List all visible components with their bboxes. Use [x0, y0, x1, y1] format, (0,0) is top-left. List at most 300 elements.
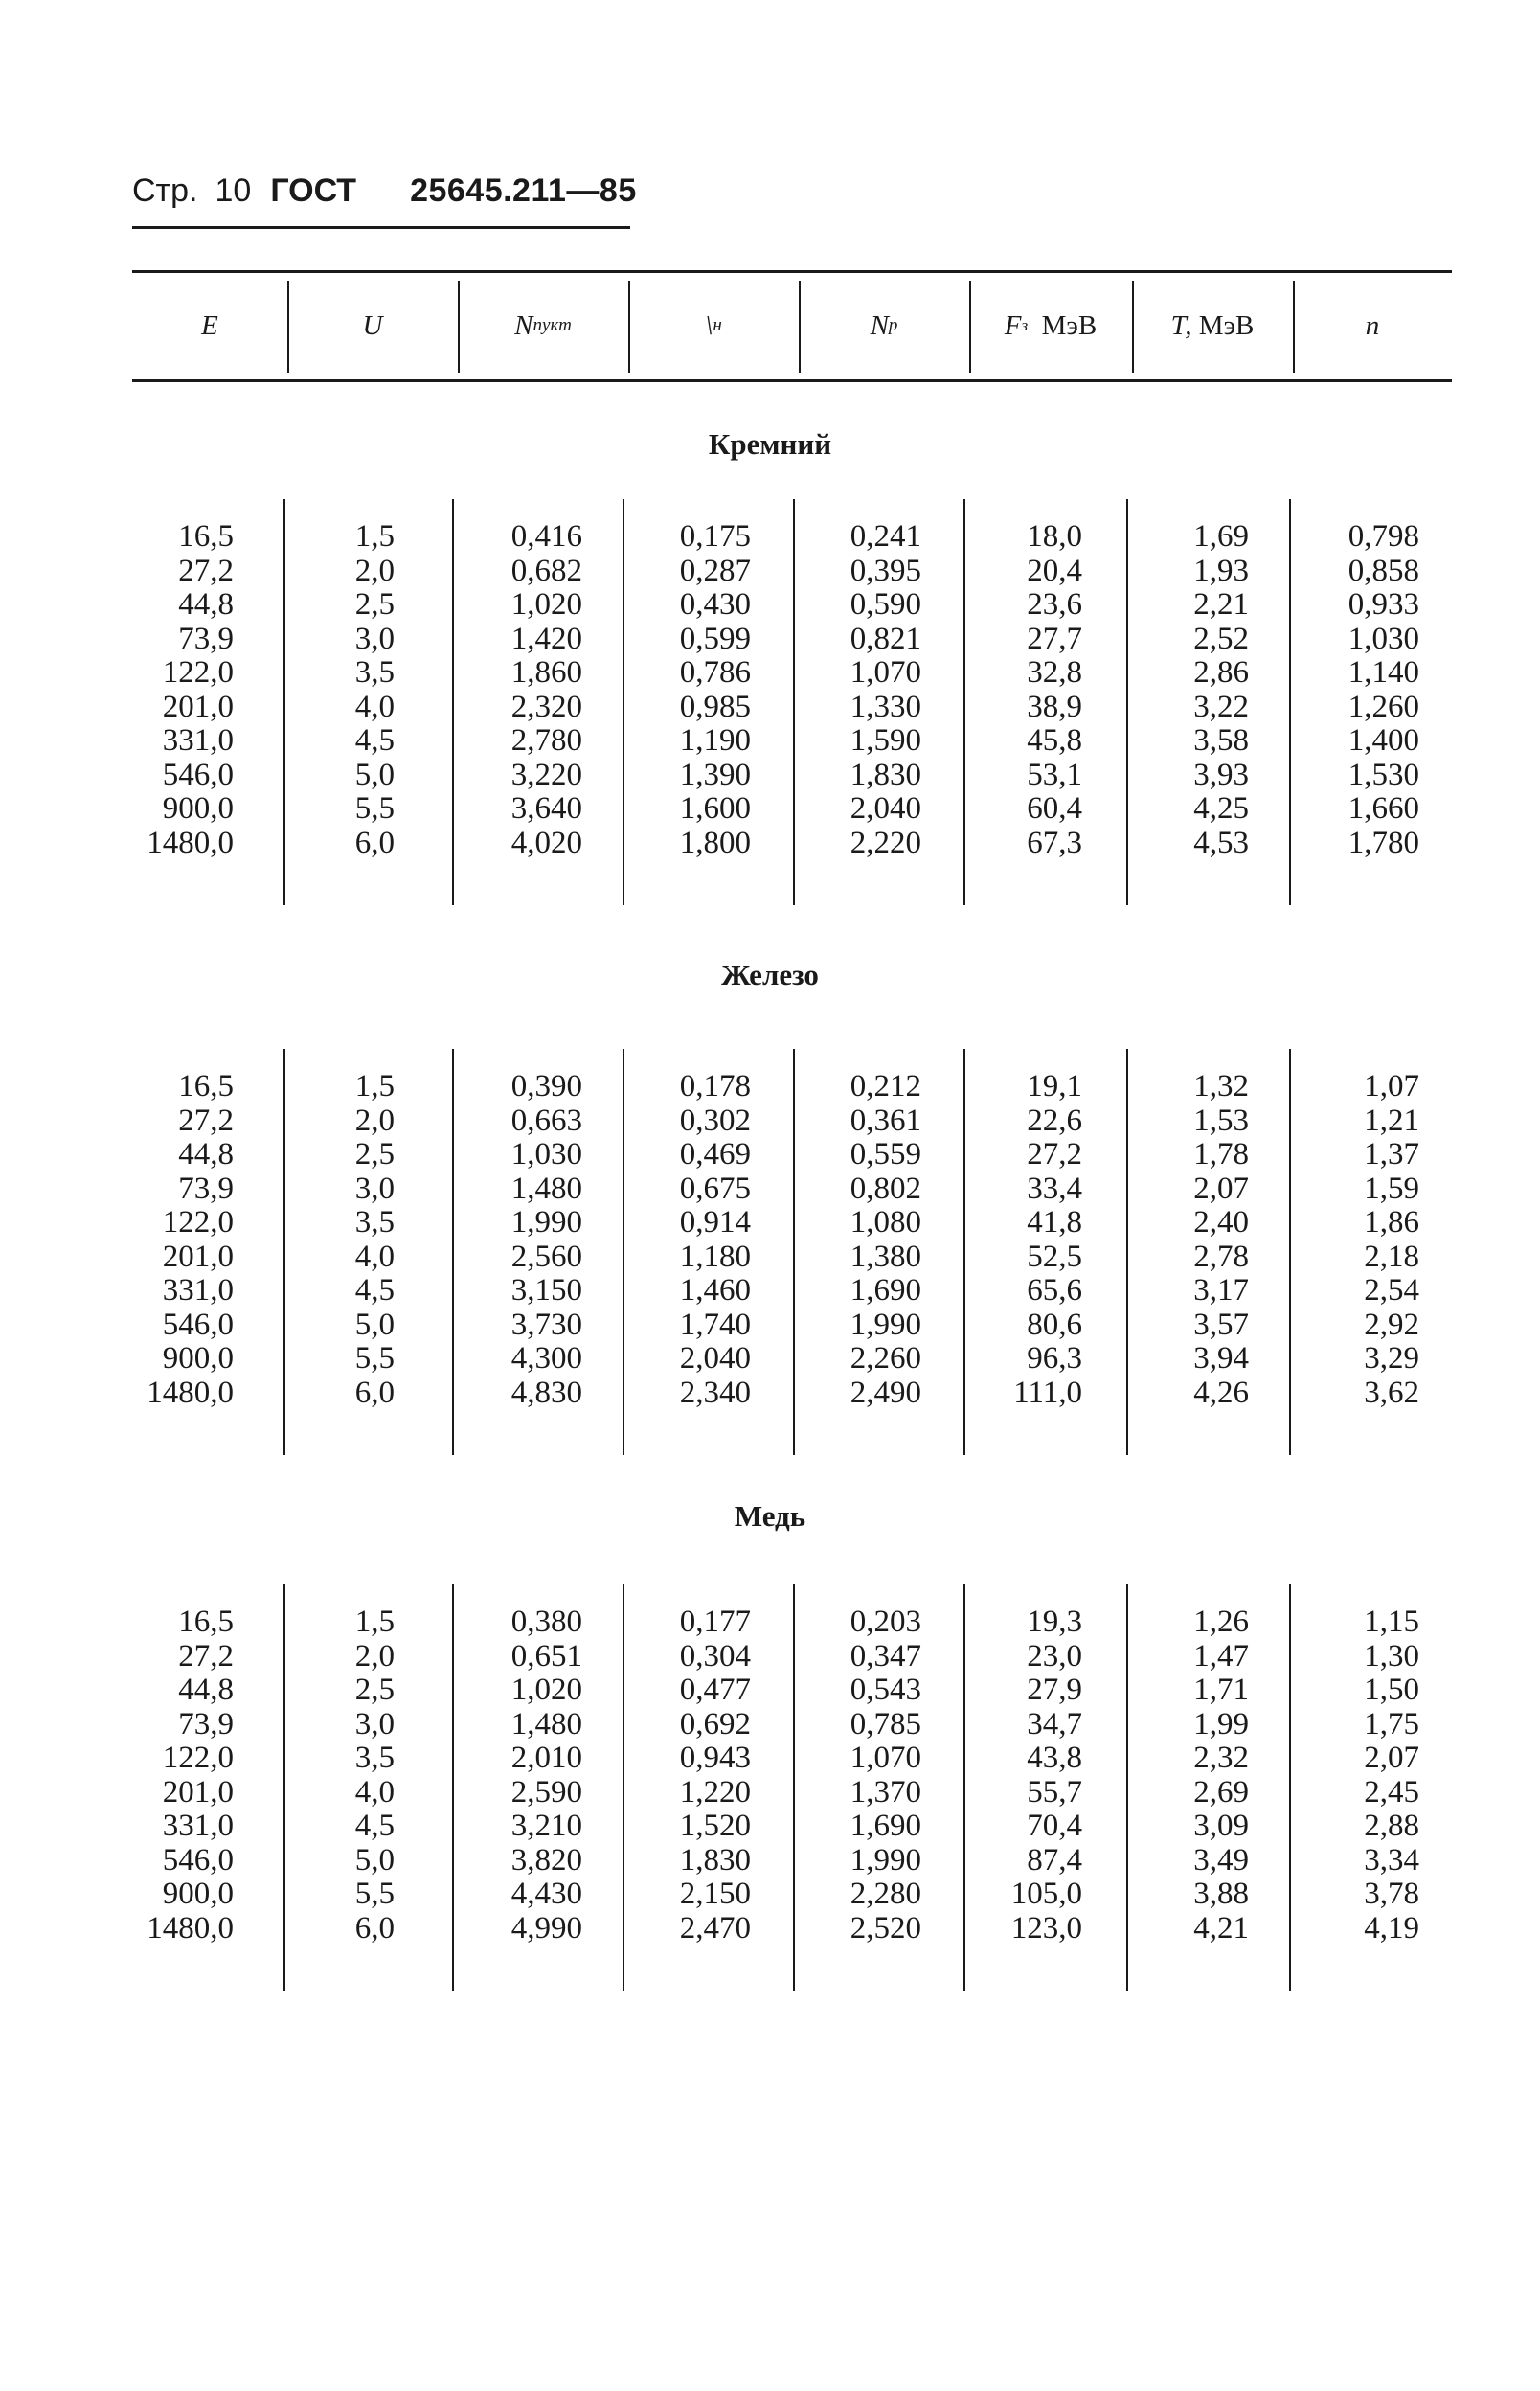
column-t	[1105, 1070, 1249, 1410]
table-cell: 1,53	[1193, 1103, 1249, 1138]
table-cell: 16,5	[178, 1605, 234, 1639]
table-cell: 4,0	[354, 1239, 395, 1274]
table-cell: 2,52	[1193, 621, 1249, 656]
table-cell: 1,37	[1364, 1137, 1419, 1172]
column-header-n-pukt	[458, 273, 628, 378]
table-cell: 2,780	[510, 723, 582, 758]
table-cell: 1,780	[1348, 825, 1419, 860]
table-cell: 5,0	[354, 757, 395, 792]
table-cell: 2,340	[679, 1375, 751, 1410]
table-cell: 27,2	[178, 1103, 234, 1138]
table-cell: 0,543	[849, 1673, 921, 1707]
table-cell: 1,86	[1364, 1205, 1419, 1240]
table-cell: 1,480	[510, 1706, 582, 1742]
table-cell: 201,0	[162, 1774, 234, 1810]
table-cell: 4,300	[510, 1341, 582, 1376]
table-cell: 41,8	[1027, 1205, 1082, 1240]
table-cell: 4,19	[1364, 1910, 1419, 1946]
table-cell: 52,5	[1027, 1239, 1082, 1274]
table-cell: 0,177	[679, 1605, 751, 1639]
table-cell: 1,660	[1348, 791, 1419, 826]
table-cell: 5,0	[354, 1307, 395, 1342]
table-cell: 1,400	[1348, 723, 1419, 758]
column-n-pukt	[439, 520, 582, 860]
table-cell: 1,390	[679, 757, 751, 792]
column-header-t-main: Т,	[1170, 309, 1192, 341]
table-cell: 900,0	[162, 1877, 234, 1911]
table-cell: 111,0	[1013, 1375, 1082, 1410]
table-cell: 2,54	[1364, 1273, 1419, 1308]
table-cell: 65,6	[1027, 1273, 1082, 1308]
table-cell: 2,0	[354, 1638, 395, 1674]
table-cell: 2,45	[1364, 1774, 1419, 1810]
table-cell: 900,0	[162, 1341, 234, 1376]
column-e	[90, 1070, 234, 1410]
table-cell: 32,8	[1027, 655, 1082, 690]
table-cell: 3,93	[1193, 757, 1249, 792]
table-cell: 2,07	[1193, 1171, 1249, 1206]
table-cell: 2,260	[849, 1341, 921, 1376]
table-cell: 5,5	[354, 1341, 395, 1376]
section-title-silicon: Кремний	[708, 427, 832, 461]
table-cell: 4,430	[510, 1877, 582, 1911]
column-header-f-sup: з	[1021, 316, 1029, 334]
table-cell: 546,0	[162, 1842, 234, 1878]
table-cell: 3,640	[510, 791, 582, 826]
table-cell: 1,71	[1193, 1673, 1249, 1707]
table-cell: 1,020	[510, 587, 582, 622]
table-cell: 3,210	[510, 1809, 582, 1843]
table-cell: 4,020	[510, 825, 582, 860]
table-cell: 0,943	[679, 1741, 751, 1775]
table-cell: 0,477	[679, 1673, 751, 1707]
table-cell: 1,690	[849, 1809, 921, 1843]
table-cell: 4,0	[354, 1774, 395, 1810]
table-cell: 2,92	[1364, 1307, 1419, 1342]
table-cell: 3,57	[1193, 1307, 1249, 1342]
table-cell: 1,830	[849, 757, 921, 792]
table-cell: 67,3	[1027, 825, 1082, 860]
table-cell: 1,59	[1364, 1171, 1419, 1206]
table-cell: 4,5	[354, 723, 395, 758]
column-header-f	[969, 273, 1132, 378]
table-cell: 1,180	[679, 1239, 751, 1274]
table-cell: 331,0	[162, 723, 234, 758]
table-cell: 1,600	[679, 791, 751, 826]
table-cell: 1,26	[1193, 1605, 1249, 1639]
table-cell: 201,0	[162, 1239, 234, 1274]
table-cell: 19,1	[1027, 1069, 1082, 1104]
table-cell: 2,5	[354, 1673, 395, 1707]
table-cell: 2,5	[354, 1137, 395, 1172]
table-cell: 1,990	[849, 1307, 921, 1342]
table-cell: 6,0	[354, 1375, 395, 1410]
table-cell: 2,220	[849, 825, 921, 860]
table-cell: 0,663	[510, 1103, 582, 1138]
table-cell: 1,69	[1193, 519, 1249, 554]
table-cell: 0,390	[510, 1069, 582, 1104]
data-block-silicon	[115, 520, 1456, 903]
column-header-n-p-main: N	[870, 309, 889, 341]
table-cell: 6,0	[354, 825, 395, 860]
table-cell: 1,190	[679, 723, 751, 758]
table-cell: 4,53	[1193, 825, 1249, 860]
table-cell: 73,9	[178, 1706, 234, 1742]
table-cell: 0,675	[679, 1171, 751, 1206]
table-cell: 73,9	[178, 621, 234, 656]
table-cell: 546,0	[162, 757, 234, 792]
table-cell: 1480,0	[147, 825, 234, 860]
column-f	[939, 1070, 1082, 1410]
table-cell: 70,4	[1027, 1809, 1082, 1843]
table-cell: 1,030	[510, 1137, 582, 1172]
table-cell: 0,178	[679, 1069, 751, 1104]
column-e	[90, 520, 234, 860]
column-header-t	[1132, 273, 1293, 378]
column-n-p	[778, 1605, 921, 1946]
table-cell: 22,6	[1027, 1103, 1082, 1138]
table-cell: 33,4	[1027, 1171, 1082, 1206]
table-cell: 43,8	[1027, 1741, 1082, 1775]
column-header-n-pukt-main: N	[514, 309, 533, 341]
column-header-n-n-main: \	[705, 309, 713, 341]
table-cell: 1,460	[679, 1273, 751, 1308]
table-cell: 2,5	[354, 587, 395, 622]
table-cell: 105,0	[1010, 1877, 1082, 1911]
table-cell: 1480,0	[147, 1910, 234, 1946]
table-header-bottom-rule	[132, 379, 1452, 382]
table-cell: 3,29	[1364, 1341, 1419, 1376]
table-cell: 2,520	[849, 1910, 921, 1946]
table-cell: 331,0	[162, 1273, 234, 1308]
table-cell: 2,470	[679, 1910, 751, 1946]
table-cell: 3,88	[1193, 1877, 1249, 1911]
table-cell: 0,682	[510, 553, 582, 588]
table-cell: 0,175	[679, 519, 751, 554]
table-cell: 1,990	[849, 1842, 921, 1878]
column-header-f-unit: МэВ	[1041, 309, 1098, 341]
table-cell: 1,330	[849, 689, 921, 724]
table-cell: 6,0	[354, 1910, 395, 1946]
column-f	[939, 520, 1082, 860]
column-header-t-unit: МэВ	[1198, 309, 1255, 341]
table-cell: 1,5	[354, 519, 395, 554]
table-cell: 60,4	[1027, 791, 1082, 826]
section-title-iron: Железо	[721, 958, 819, 991]
table-cell: 3,94	[1193, 1341, 1249, 1376]
table-cell: 122,0	[162, 1741, 234, 1775]
table-cell: 3,62	[1364, 1375, 1419, 1410]
column-header-u-text: U	[362, 309, 383, 341]
table-cell: 4,25	[1193, 791, 1249, 826]
page-number: 10	[215, 172, 252, 209]
table-cell: 2,040	[849, 791, 921, 826]
table-cell: 1,860	[510, 655, 582, 690]
table-cell: 0,821	[849, 621, 921, 656]
table-cell: 53,1	[1027, 757, 1082, 792]
table-cell: 1,380	[849, 1239, 921, 1274]
table-cell: 1,47	[1193, 1638, 1249, 1674]
table-cell: 1,21	[1364, 1103, 1419, 1138]
table-cell: 1,15	[1364, 1605, 1419, 1639]
table-cell: 0,802	[849, 1171, 921, 1206]
table-cell: 44,8	[178, 1137, 234, 1172]
standard-code: 25645.211—85	[410, 172, 637, 209]
table-cell: 0,203	[849, 1605, 921, 1639]
table-cell: 44,8	[178, 587, 234, 622]
table-cell: 0,287	[679, 553, 751, 588]
column-header-n-n	[628, 273, 799, 378]
table-cell: 27,2	[178, 1638, 234, 1674]
table-cell: 5,5	[354, 791, 395, 826]
table-cell: 2,32	[1193, 1741, 1249, 1775]
table-cell: 3,09	[1193, 1809, 1249, 1843]
table-cell: 4,830	[510, 1375, 582, 1410]
table-cell: 0,692	[679, 1706, 751, 1742]
column-f	[939, 1605, 1082, 1946]
table-cell: 3,34	[1364, 1842, 1419, 1878]
table-cell: 0,347	[849, 1638, 921, 1674]
table-cell: 3,0	[354, 1171, 395, 1206]
table-cell: 0,430	[679, 587, 751, 622]
table-cell: 2,0	[354, 1103, 395, 1138]
table-cell: 1,740	[679, 1307, 751, 1342]
column-header-n-n-sub: н	[713, 315, 722, 335]
table-column-headers	[132, 273, 1452, 378]
table-cell: 1,75	[1364, 1706, 1419, 1742]
table-cell: 1,800	[679, 825, 751, 860]
table-cell: 2,0	[354, 553, 395, 588]
table-cell: 0,304	[679, 1638, 751, 1674]
column-header-u	[287, 273, 458, 378]
section-title-copper: Медь	[734, 1499, 806, 1533]
table-cell: 23,6	[1027, 587, 1082, 622]
table-cell: 0,241	[849, 519, 921, 554]
column-t	[1105, 1605, 1249, 1946]
table-cell: 2,040	[679, 1341, 751, 1376]
table-cell: 4,0	[354, 689, 395, 724]
table-cell: 87,4	[1027, 1842, 1082, 1878]
table-cell: 0,590	[849, 587, 921, 622]
table-cell: 1,520	[679, 1809, 751, 1843]
data-block-copper	[115, 1605, 1456, 1989]
table-cell: 1,30	[1364, 1638, 1419, 1674]
table-cell: 1,590	[849, 723, 921, 758]
table-cell: 201,0	[162, 689, 234, 724]
table-cell: 2,78	[1193, 1239, 1249, 1274]
table-cell: 1,260	[1348, 689, 1419, 724]
table-cell: 18,0	[1027, 519, 1082, 554]
table-cell: 4,5	[354, 1273, 395, 1308]
table-cell: 2,320	[510, 689, 582, 724]
column-n-n	[607, 1605, 751, 1946]
table-cell: 1,690	[849, 1273, 921, 1308]
table-cell: 1,93	[1193, 553, 1249, 588]
column-u	[251, 520, 395, 860]
table-cell: 73,9	[178, 1171, 234, 1206]
table-cell: 0,914	[679, 1205, 751, 1240]
table-cell: 1,07	[1364, 1069, 1419, 1104]
table-cell: 0,416	[510, 519, 582, 554]
column-header-e	[132, 273, 287, 378]
column-header-n-pukt-sub: пукт	[532, 315, 572, 335]
table-cell: 122,0	[162, 655, 234, 690]
table-cell: 4,990	[510, 1910, 582, 1946]
table-cell: 900,0	[162, 791, 234, 826]
column-n-pukt	[439, 1070, 582, 1410]
table-cell: 0,785	[849, 1706, 921, 1742]
table-cell: 2,010	[510, 1741, 582, 1775]
table-cell: 80,6	[1027, 1307, 1082, 1342]
table-cell: 2,21	[1193, 587, 1249, 622]
table-cell: 0,469	[679, 1137, 751, 1172]
table-cell: 3,49	[1193, 1842, 1249, 1878]
table-cell: 2,88	[1364, 1809, 1419, 1843]
table-cell: 546,0	[162, 1307, 234, 1342]
page-header	[132, 172, 637, 210]
table-cell: 0,395	[849, 553, 921, 588]
column-u	[251, 1070, 395, 1410]
table-cell: 27,7	[1027, 621, 1082, 656]
table-cell: 0,559	[849, 1137, 921, 1172]
table-cell: 1,070	[849, 1741, 921, 1775]
column-header-n-text: n	[1365, 309, 1380, 341]
table-cell: 2,150	[679, 1877, 751, 1911]
table-cell: 3,22	[1193, 689, 1249, 724]
table-cell: 2,40	[1193, 1205, 1249, 1240]
table-cell: 1,5	[354, 1605, 395, 1639]
table-cell: 1,220	[679, 1774, 751, 1810]
table-cell: 331,0	[162, 1809, 234, 1843]
column-n	[1276, 1070, 1419, 1410]
table-cell: 0,985	[679, 689, 751, 724]
table-cell: 0,933	[1348, 587, 1419, 622]
table-cell: 38,9	[1027, 689, 1082, 724]
table-cell: 1,78	[1193, 1137, 1249, 1172]
column-n	[1276, 520, 1419, 860]
table-cell: 2,07	[1364, 1741, 1419, 1775]
table-cell: 96,3	[1027, 1341, 1082, 1376]
table-cell: 23,0	[1027, 1638, 1082, 1674]
table-cell: 44,8	[178, 1673, 234, 1707]
column-n-p	[778, 1070, 921, 1410]
table-cell: 27,9	[1027, 1673, 1082, 1707]
table-cell: 0,599	[679, 621, 751, 656]
table-cell: 34,7	[1027, 1706, 1082, 1742]
table-cell: 20,4	[1027, 553, 1082, 588]
column-t	[1105, 520, 1249, 860]
table-cell: 0,212	[849, 1069, 921, 1104]
column-n-p	[778, 520, 921, 860]
table-cell: 16,5	[178, 519, 234, 554]
table-cell: 2,590	[510, 1774, 582, 1810]
table-cell: 3,17	[1193, 1273, 1249, 1308]
table-cell: 3,150	[510, 1273, 582, 1308]
table-cell: 3,5	[354, 1741, 395, 1775]
column-n	[1276, 1605, 1419, 1946]
table-cell: 1,030	[1348, 621, 1419, 656]
table-cell: 1,32	[1193, 1069, 1249, 1104]
table-cell: 3,5	[354, 655, 395, 690]
standard-name: ГОСТ	[270, 172, 357, 209]
table-cell: 1,480	[510, 1171, 582, 1206]
table-cell: 2,490	[849, 1375, 921, 1410]
column-n-n	[607, 520, 751, 860]
table-cell: 27,2	[1027, 1137, 1082, 1172]
table-cell: 4,21	[1193, 1910, 1249, 1946]
table-cell: 0,380	[510, 1605, 582, 1639]
table-cell: 3,0	[354, 621, 395, 656]
column-e	[90, 1605, 234, 1946]
table-cell: 5,0	[354, 1842, 395, 1878]
table-cell: 1,420	[510, 621, 582, 656]
table-cell: 1,370	[849, 1774, 921, 1810]
table-cell: 0,786	[679, 655, 751, 690]
column-n-n	[607, 1070, 751, 1410]
column-header-n-p	[799, 273, 969, 378]
page-label: Стр.	[132, 172, 198, 209]
data-block-iron	[115, 1070, 1456, 1453]
table-cell: 2,560	[510, 1239, 582, 1274]
table-cell: 1,50	[1364, 1673, 1419, 1707]
column-header-n-p-sub: p	[888, 315, 898, 335]
table-cell: 1,080	[849, 1205, 921, 1240]
table-cell: 3,58	[1193, 723, 1249, 758]
table-cell: 5,5	[354, 1877, 395, 1911]
table-cell: 16,5	[178, 1069, 234, 1104]
table-cell: 1,990	[510, 1205, 582, 1240]
table-cell: 1,070	[849, 655, 921, 690]
table-cell: 1,020	[510, 1673, 582, 1707]
table-cell: 0,361	[849, 1103, 921, 1138]
column-header-f-main: F	[1004, 309, 1022, 341]
table-cell: 122,0	[162, 1205, 234, 1240]
table-cell: 2,18	[1364, 1239, 1419, 1274]
table-cell: 45,8	[1027, 723, 1082, 758]
table-cell: 27,2	[178, 553, 234, 588]
table-cell: 3,78	[1364, 1877, 1419, 1911]
table-cell: 4,26	[1193, 1375, 1249, 1410]
table-cell: 1,5	[354, 1069, 395, 1104]
table-cell: 2,69	[1193, 1774, 1249, 1810]
table-cell: 1480,0	[147, 1375, 234, 1410]
table-cell: 3,5	[354, 1205, 395, 1240]
table-cell: 0,858	[1348, 553, 1419, 588]
table-cell: 2,280	[849, 1877, 921, 1911]
table-cell: 19,3	[1027, 1605, 1082, 1639]
header-rule	[132, 226, 630, 229]
table-cell: 4,5	[354, 1809, 395, 1843]
column-u	[251, 1605, 395, 1946]
column-header-e-text: E	[201, 309, 218, 341]
table-cell: 1,99	[1193, 1706, 1249, 1742]
column-header-n	[1293, 273, 1452, 378]
table-cell: 55,7	[1027, 1774, 1082, 1810]
table-cell: 3,0	[354, 1706, 395, 1742]
table-cell: 1,530	[1348, 757, 1419, 792]
table-cell: 3,730	[510, 1307, 582, 1342]
table-cell: 0,798	[1348, 519, 1419, 554]
table-cell: 2,86	[1193, 655, 1249, 690]
table-cell: 3,220	[510, 757, 582, 792]
table-cell: 0,651	[510, 1638, 582, 1674]
table-cell: 1,830	[679, 1842, 751, 1878]
column-n-pukt	[439, 1605, 582, 1946]
table-cell: 123,0	[1010, 1910, 1082, 1946]
table-cell: 0,302	[679, 1103, 751, 1138]
table-cell: 1,140	[1348, 655, 1419, 690]
table-cell: 3,820	[510, 1842, 582, 1878]
